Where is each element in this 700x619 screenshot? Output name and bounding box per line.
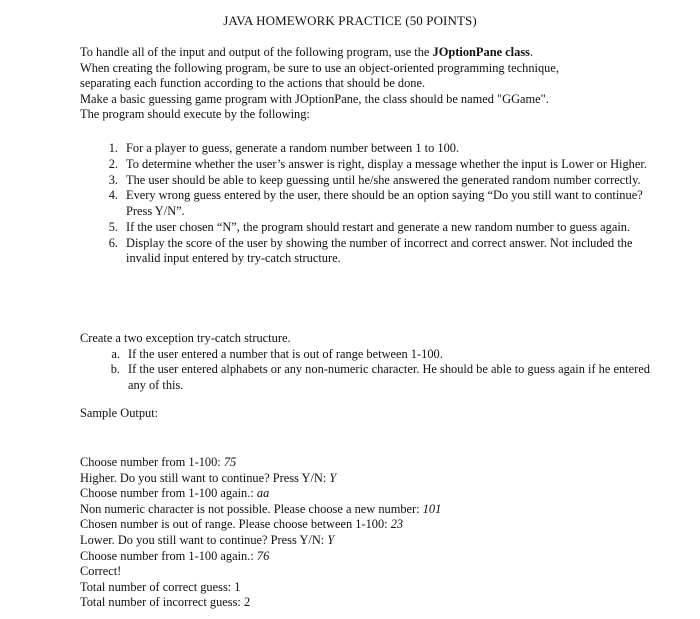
list-item [80, 220, 660, 236]
item-text: To determine whether the user’s answer is right, display a message whether the input is Lower or Higher. [126, 156, 647, 171]
item-number: 3. [108, 172, 118, 187]
item-letter: a. [111, 346, 120, 361]
sample-output [80, 455, 660, 611]
exceptions-section [80, 331, 660, 393]
list-item [80, 173, 660, 189]
joptionpane-class-bold: JOptionPane class [432, 45, 530, 59]
list-item [80, 188, 660, 219]
sample-line: Chosen number is out of range. Please choose between 1-100: 23 [80, 517, 404, 532]
list-item [80, 236, 660, 267]
page-title: JAVA HOMEWORK PRACTICE (50 POINTS) [223, 13, 477, 28]
user-input: 75 [223, 455, 237, 469]
intro-line-3: separating each function according to the actions that should be done. [80, 76, 426, 91]
intro-line-4: Make a basic guessing game program with JOptionPane, the class should be named "GGame". [80, 91, 549, 106]
sample-line: Non numeric character is not possible. Please choose a new number: 101 [80, 501, 442, 516]
item-number: 2. [108, 156, 118, 171]
sample-output-label: Sample Output: [80, 406, 159, 420]
item-letter: b. [110, 362, 120, 377]
user-input: aa [256, 486, 270, 501]
intro-section [80, 45, 660, 123]
sample-line: Choose number from 1-100: 75 [80, 455, 237, 469]
item-text: If the user entered a number that is out of range between 1-100. [128, 346, 443, 361]
list-item [80, 141, 660, 157]
user-input: Y [329, 470, 337, 485]
intro-line-1: To handle all of the input and output of the following program, use the JOptionPane class. [80, 45, 534, 59]
item-number: 1. [108, 141, 118, 155]
item-text: Every wrong guess entered by the user, there should be an option saying “Do you still want to continue? Press Y/N”. [126, 188, 643, 218]
user-input: Y [327, 532, 335, 547]
steps-list [80, 141, 660, 267]
exceptions-header: Create a two exception try-catch structure. [80, 331, 291, 345]
sample-line: Choose number from 1-100 again.: 76 [80, 548, 270, 563]
list-item [80, 157, 660, 173]
item-text: For a player to guess, generate a random number between 1 to 100. [126, 141, 460, 155]
item-text: Display the score of the user by showing the number of incorrect and correct answer. Not included the invalid input entered by try-catch structure. [126, 235, 633, 266]
intro-line-5: The program should execute by the following: [80, 107, 310, 122]
list-item [80, 347, 660, 363]
intro-line-2: When creating the following program, be sure to use an object-oriented programming technique, [80, 60, 559, 75]
item-text: If the user chosen “N”, the program should restart and generate a new random number to guess again. [126, 219, 631, 234]
item-number: 4. [108, 188, 118, 203]
item-number: 6. [108, 235, 118, 250]
item-number: 5. [108, 219, 118, 234]
list-item [80, 362, 660, 393]
sample-line: Correct! [80, 564, 122, 579]
user-input: 76 [256, 548, 270, 563]
sample-line: Total number of correct guess: 1 [80, 579, 241, 594]
user-input: 101 [422, 501, 442, 516]
sample-line: Higher. Do you still want to continue? Press Y/N: Y [80, 470, 337, 485]
sample-line: Total number of incorrect guess: 2 [80, 595, 251, 610]
item-text: If the user entered alphabets or any non-numeric character. He should be able to guess again if he entered any of this. [128, 362, 650, 392]
item-text: The user should be able to keep guessing until he/she answered the generated random number correctly. [126, 172, 641, 187]
sample-line: Lower. Do you still want to continue? Press Y/N: Y [80, 532, 335, 547]
sample-line: Choose number from 1-100 again.: aa [80, 486, 270, 501]
user-input: 23 [390, 517, 404, 532]
